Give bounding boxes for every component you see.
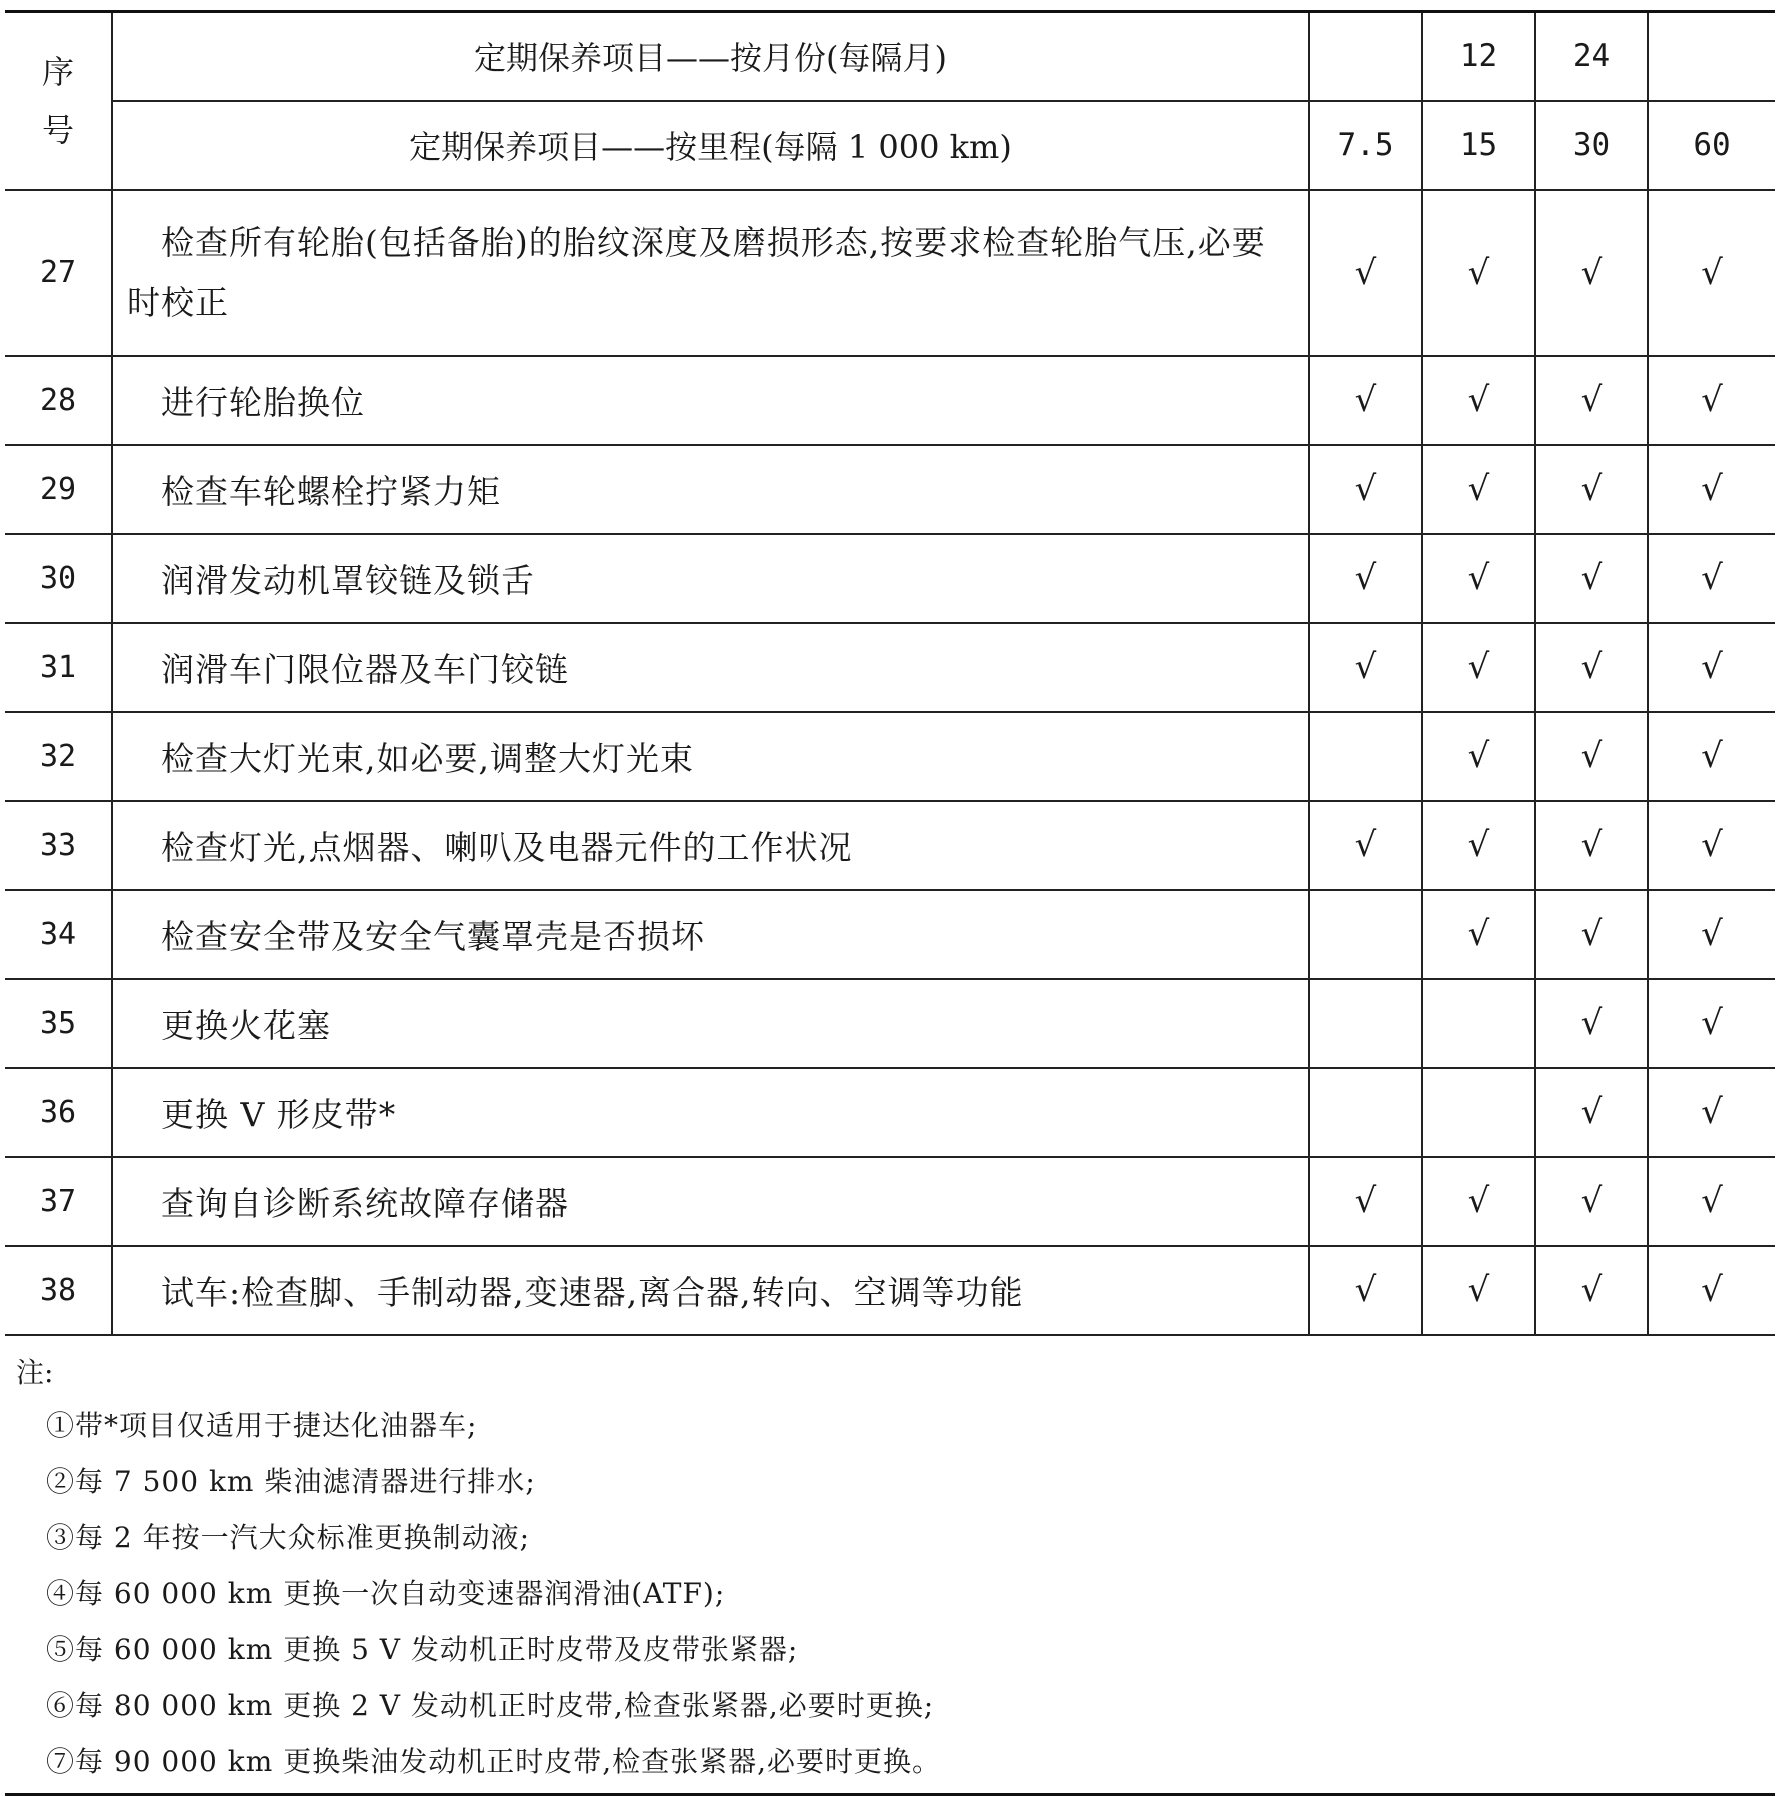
table-row — [5, 623, 1775, 712]
maintenance-schedule-table — [5, 10, 1775, 1336]
row-number: 30 — [5, 534, 112, 623]
note-item: ⑦每 90 000 km 更换柴油发动机正时皮带,检查张紧器,必要时更换。 — [46, 1745, 941, 1778]
check-mark: √ — [1535, 1246, 1648, 1335]
empty-cell — [1309, 1068, 1422, 1157]
item-description: 查询自诊断系统故障存储器 — [112, 1157, 1309, 1246]
check-mark: √ — [1535, 979, 1648, 1068]
seq-header-char-2: 号 — [41, 110, 74, 149]
mileage-interval-value: 15 — [1422, 101, 1535, 190]
notes-title: 注: — [16, 1356, 54, 1389]
row-number: 38 — [5, 1246, 112, 1335]
row-number: 27 — [5, 190, 112, 356]
notes-section — [16, 1348, 1776, 1790]
note-item: ③每 2 年按一汽大众标准更换制动液; — [46, 1521, 531, 1554]
item-description: 更换 V 形皮带* — [112, 1068, 1309, 1157]
row-number: 35 — [5, 979, 112, 1068]
check-mark: √ — [1648, 1157, 1775, 1246]
note-item: ①带*项目仅适用于捷达化油器车; — [46, 1409, 478, 1442]
mileage-interval-title: 定期保养项目——按里程(每隔 1 000 km) — [112, 101, 1309, 190]
check-mark: √ — [1535, 534, 1648, 623]
mileage-interval-value: 7.5 — [1309, 101, 1422, 190]
table-body — [5, 12, 1775, 1335]
check-mark: √ — [1535, 356, 1648, 445]
table-row — [5, 712, 1775, 801]
check-mark: √ — [1422, 1157, 1535, 1246]
month-interval-value — [1309, 12, 1422, 101]
check-mark: √ — [1648, 190, 1775, 356]
check-mark: √ — [1422, 712, 1535, 801]
row-number: 33 — [5, 801, 112, 890]
table-row — [5, 534, 1775, 623]
mileage-interval-value: 30 — [1535, 101, 1648, 190]
note-item: ④每 60 000 km 更换一次自动变速器润滑油(ATF); — [46, 1577, 726, 1610]
row-number: 28 — [5, 356, 112, 445]
check-mark: √ — [1535, 890, 1648, 979]
check-mark: √ — [1535, 190, 1648, 356]
check-mark: √ — [1422, 623, 1535, 712]
table-row — [5, 190, 1775, 356]
check-mark: √ — [1535, 1068, 1648, 1157]
month-interval-title: 定期保养项目——按月份(每隔月) — [112, 12, 1309, 101]
check-mark: √ — [1422, 534, 1535, 623]
check-mark: √ — [1535, 1157, 1648, 1246]
empty-cell — [1309, 890, 1422, 979]
check-mark: √ — [1648, 890, 1775, 979]
table-row — [5, 979, 1775, 1068]
empty-cell — [1309, 979, 1422, 1068]
check-mark: √ — [1535, 623, 1648, 712]
table-row — [5, 1068, 1775, 1157]
table-row — [5, 1157, 1775, 1246]
table-row — [5, 1246, 1775, 1335]
header-row-months — [5, 12, 1775, 101]
mileage-interval-value: 60 — [1648, 101, 1775, 190]
empty-cell — [1422, 979, 1535, 1068]
month-interval-value — [1648, 12, 1775, 101]
row-number: 36 — [5, 1068, 112, 1157]
check-mark: √ — [1309, 623, 1422, 712]
empty-cell — [1422, 1068, 1535, 1157]
check-mark: √ — [1422, 356, 1535, 445]
check-mark: √ — [1422, 1246, 1535, 1335]
item-description: 检查大灯光束,如必要,调整大灯光束 — [112, 712, 1309, 801]
table-row — [5, 890, 1775, 979]
check-mark: √ — [1422, 190, 1535, 356]
seq-header — [5, 12, 112, 190]
table-row — [5, 356, 1775, 445]
check-mark: √ — [1422, 445, 1535, 534]
row-number: 34 — [5, 890, 112, 979]
month-interval-value: 24 — [1535, 12, 1648, 101]
check-mark: √ — [1535, 712, 1648, 801]
note-item: ⑤每 60 000 km 更换 5 V 发动机正时皮带及皮带张紧器; — [46, 1633, 799, 1666]
item-description: 检查车轮螺栓拧紧力矩 — [112, 445, 1309, 534]
item-description: 更换火花塞 — [112, 979, 1309, 1068]
item-description: 试车:检查脚、手制动器,变速器,离合器,转向、空调等功能 — [112, 1246, 1309, 1335]
check-mark: √ — [1309, 1157, 1422, 1246]
check-mark: √ — [1422, 890, 1535, 979]
check-mark: √ — [1309, 445, 1422, 534]
check-mark: √ — [1309, 190, 1422, 356]
empty-cell — [1309, 712, 1422, 801]
table-row — [5, 445, 1775, 534]
check-mark: √ — [1648, 1246, 1775, 1335]
item-description: 润滑发动机罩铰链及锁舌 — [112, 534, 1309, 623]
row-number: 29 — [5, 445, 112, 534]
month-interval-value: 12 — [1422, 12, 1535, 101]
check-mark: √ — [1535, 445, 1648, 534]
check-mark: √ — [1648, 623, 1775, 712]
item-description: 检查灯光,点烟器、喇叭及电器元件的工作状况 — [112, 801, 1309, 890]
row-number: 37 — [5, 1157, 112, 1246]
item-description: 检查所有轮胎(包括备胎)的胎纹深度及磨损形态,按要求检查轮胎气压,必要时校正 — [112, 190, 1309, 356]
note-item: ⑥每 80 000 km 更换 2 V 发动机正时皮带,检查张紧器,必要时更换; — [46, 1689, 935, 1722]
check-mark: √ — [1648, 534, 1775, 623]
check-mark: √ — [1309, 534, 1422, 623]
check-mark: √ — [1309, 1246, 1422, 1335]
note-item: ②每 7 500 km 柴油滤清器进行排水; — [46, 1465, 536, 1498]
item-description: 进行轮胎换位 — [112, 356, 1309, 445]
check-mark: √ — [1648, 801, 1775, 890]
seq-header-char-1: 序 — [41, 52, 74, 91]
check-mark: √ — [1648, 712, 1775, 801]
row-number: 32 — [5, 712, 112, 801]
row-number: 31 — [5, 623, 112, 712]
check-mark: √ — [1648, 979, 1775, 1068]
check-mark: √ — [1648, 445, 1775, 534]
header-row-mileage — [5, 101, 1775, 190]
check-mark: √ — [1309, 356, 1422, 445]
check-mark: √ — [1309, 801, 1422, 890]
check-mark: √ — [1648, 1068, 1775, 1157]
item-description: 润滑车门限位器及车门铰链 — [112, 623, 1309, 712]
check-mark: √ — [1422, 801, 1535, 890]
check-mark: √ — [1648, 356, 1775, 445]
table-row — [5, 801, 1775, 890]
item-description: 检查安全带及安全气囊罩壳是否损坏 — [112, 890, 1309, 979]
check-mark: √ — [1535, 801, 1648, 890]
